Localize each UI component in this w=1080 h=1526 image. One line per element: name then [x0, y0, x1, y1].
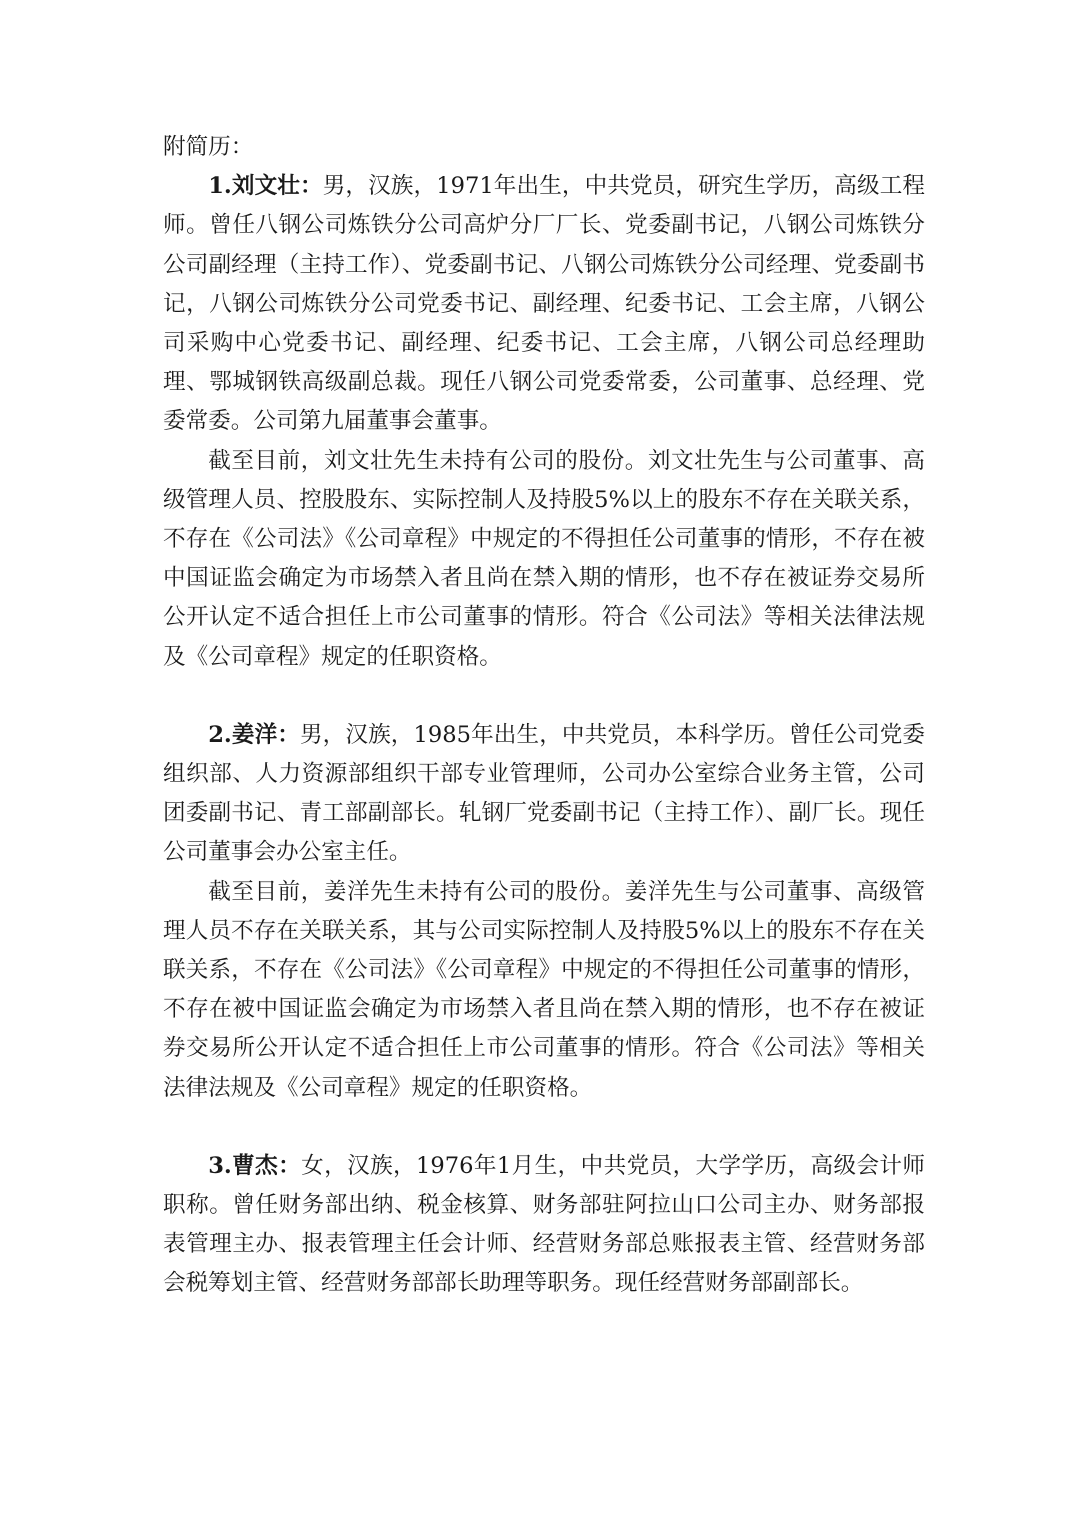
section-gap	[163, 677, 925, 716]
person-2-bio-text: 男，汉族，1985年出生，中共党员，本科学历。曾任公司党委组织部、人力资源部组织干部专业管理师，公司办公室综合业务主管，公司团委副书记、青工部副部长。轧钢厂党委副书记（主持工作）、副厂长。现任公司董事会办公室主任。	[163, 721, 925, 866]
person-1-bio-text: 男，汉族，1971年出生，中共党员，研究生学历，高级工程师。曾任八钢公司炼铁分公司高炉分厂厂长、党委副书记，八钢公司炼铁分公司副经理（主持工作）、党委副书记、八钢公司炼铁分公司经理、党委副书记，八钢公司炼铁分公司党委书记、副经理、纪委书记、工会主席，八钢公司采购中心党委书记、副经理、纪委书记、工会主席，八钢公司总经理助理、鄂城钢铁高级副总裁。现任八钢公司党委常委，公司董事、总经理、党委常委。公司第九届董事会董事。	[163, 173, 925, 435]
person-3-bio	[163, 1147, 925, 1304]
person-1-name: 1.刘文壮：	[208, 173, 323, 200]
person-2-name: 2.姜洋：	[208, 721, 300, 748]
person-3-name: 3.曹杰：	[208, 1152, 302, 1179]
resume-document	[163, 128, 925, 1304]
person-3-bio-text: 女，汉族，1976年1月生，中共党员，大学学历，高级会计师职称。曾任财务部出纳、税金核算、财务部驻阿拉山口公司主办、财务部报表管理主办、报表管理主任会计师、经营财务部总账报表主管、经营财务部会税筹划主管、经营财务部部长助理等职务。现任经营财务部副部长。	[163, 1152, 926, 1297]
person-1-statement: 截至目前，刘文壮先生未持有公司的股份。刘文壮先生与公司董事、高级管理人员、控股股东、实际控制人及持股5%以上的股东不存在关联关系，不存在《公司法》《公司章程》中规定的不得担任公司董事的情形，不存在被中国证监会确定为市场禁入者且尚在禁入期的情形，也不存在被证券交易所公开认定不适合担任上市公司董事的情形。符合《公司法》等相关法律法规及《公司章程》规定的任职资格。	[163, 447, 925, 670]
person-1-bio	[163, 167, 925, 441]
appendix-label: 附简历：	[163, 134, 254, 160]
person-2-bio	[163, 716, 925, 873]
section-gap	[163, 1108, 925, 1147]
person-2-statement: 截至目前，姜洋先生未持有公司的股份。姜洋先生与公司董事、高级管理人员不存在关联关系，其与公司实际控制人及持股5%以上的股东不存在关联关系，不存在《公司法》《公司章程》中规定的不得担任公司董事的情形，不存在被中国证监会确定为市场禁入者且尚在禁入期的情形，也不存在被证券交易所公开认定不适合担任上市公司董事的情形。符合《公司法》等相关法律法规及《公司章程》规定的任职资格。	[163, 878, 925, 1101]
